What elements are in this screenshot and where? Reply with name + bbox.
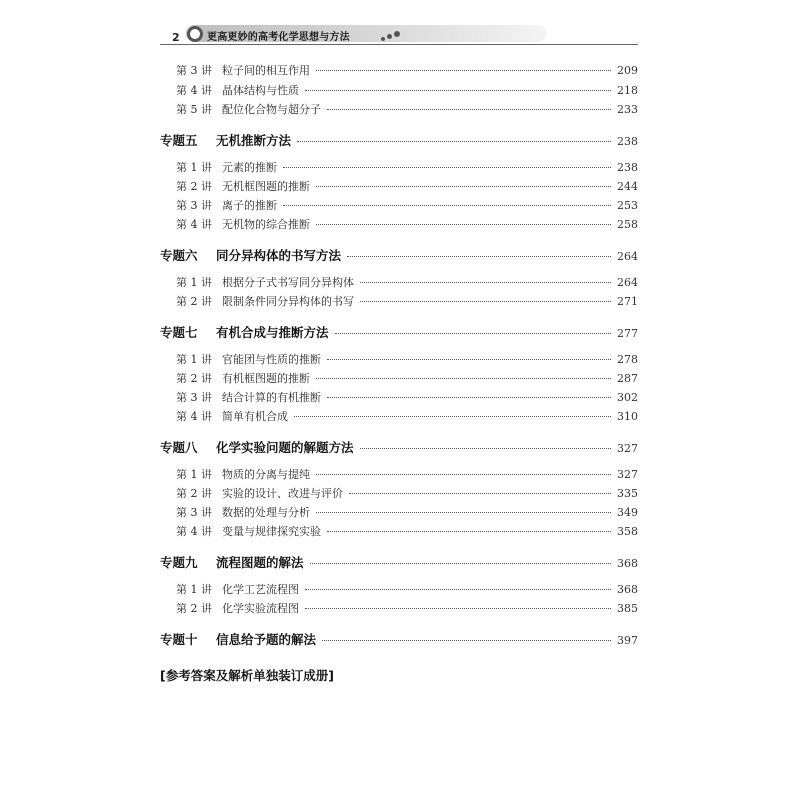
dot-leader xyxy=(316,512,611,513)
topic-title: 无机推断方法 xyxy=(216,133,292,148)
dot-leader xyxy=(327,531,611,532)
page-ref: 310 xyxy=(617,410,638,423)
lecture-title: 无机物的综合推断 xyxy=(222,218,310,231)
toc-lecture-row[interactable] xyxy=(160,504,638,520)
toc-lecture-row[interactable] xyxy=(160,197,638,213)
dot-leader xyxy=(305,608,611,609)
page-ref: 253 xyxy=(617,199,638,212)
toc-lecture-row[interactable] xyxy=(160,101,638,117)
toc-topic-row[interactable] xyxy=(160,131,638,149)
page-ref: 327 xyxy=(617,442,638,455)
dot-leader xyxy=(322,640,611,641)
page-ref: 264 xyxy=(617,250,638,263)
lecture-number: 第 2 讲 xyxy=(176,295,212,308)
lecture-number: 第 4 讲 xyxy=(176,218,212,231)
toc-lecture-row[interactable] xyxy=(160,82,638,98)
toc-lecture-row[interactable] xyxy=(160,62,638,78)
dot-leader xyxy=(349,493,611,494)
lecture-number: 第 2 讲 xyxy=(176,372,212,385)
header-dot-icon xyxy=(394,31,400,37)
lecture-number: 第 2 讲 xyxy=(176,180,212,193)
toc-lecture-row[interactable] xyxy=(160,485,638,501)
lecture-title: 物质的分离与提纯 xyxy=(222,468,310,481)
page-ref: 358 xyxy=(617,525,638,538)
topic-title: 有机合成与推断方法 xyxy=(216,325,329,340)
toc-topic-row[interactable] xyxy=(160,323,638,341)
page-ref: 238 xyxy=(617,135,638,148)
lecture-number: 第 1 讲 xyxy=(176,276,212,289)
dot-leader xyxy=(294,416,611,417)
toc-lecture-row[interactable] xyxy=(160,216,638,232)
page-ref: 368 xyxy=(617,583,638,596)
toc-topic-row[interactable] xyxy=(160,438,638,456)
toc-lecture-row[interactable] xyxy=(160,389,638,405)
header-circle-icon xyxy=(187,26,203,42)
page-ref: 397 xyxy=(617,634,638,647)
topic-number: 专题十 xyxy=(160,632,198,647)
dot-leader xyxy=(316,474,611,475)
lecture-title: 化学工艺流程图 xyxy=(222,583,299,596)
lecture-title: 无机框图题的推断 xyxy=(222,180,310,193)
page-ref: 385 xyxy=(617,602,638,615)
page-header xyxy=(160,24,638,48)
toc-lecture-row[interactable] xyxy=(160,581,638,597)
page-ref: 209 xyxy=(617,64,638,77)
toc-lecture-row[interactable] xyxy=(160,274,638,290)
topic-number: 专题九 xyxy=(160,555,198,570)
lecture-number: 第 2 讲 xyxy=(176,602,212,615)
dot-leader xyxy=(316,224,611,225)
page-ref: 271 xyxy=(617,295,638,308)
dot-leader xyxy=(360,282,611,283)
lecture-number: 第 3 讲 xyxy=(176,64,212,77)
lecture-title: 配位化合物与超分子 xyxy=(222,103,321,116)
dot-leader xyxy=(327,397,611,398)
dot-leader xyxy=(316,70,611,71)
lecture-title: 实验的设计、改进与评价 xyxy=(222,487,343,500)
toc-lecture-row[interactable] xyxy=(160,523,638,539)
page-ref: 277 xyxy=(617,327,638,340)
dot-leader xyxy=(305,589,611,590)
dot-leader xyxy=(327,359,611,360)
toc-topic-row[interactable] xyxy=(160,246,638,264)
topic-title: 同分异构体的书写方法 xyxy=(216,248,342,263)
lecture-title: 晶体结构与性质 xyxy=(222,84,299,97)
page-number: 2 xyxy=(172,31,180,44)
dot-leader xyxy=(310,563,611,564)
lecture-title: 数据的处理与分析 xyxy=(222,506,310,519)
page-ref: 233 xyxy=(617,103,638,116)
toc-lecture-row[interactable] xyxy=(160,178,638,194)
page-ref: 264 xyxy=(617,276,638,289)
lecture-number: 第 3 讲 xyxy=(176,199,212,212)
lecture-number: 第 1 讲 xyxy=(176,468,212,481)
page-ref: 302 xyxy=(617,391,638,404)
toc-lecture-row[interactable] xyxy=(160,600,638,616)
dot-leader xyxy=(283,167,611,168)
dot-leader xyxy=(305,90,611,91)
topic-number: 专题八 xyxy=(160,440,198,455)
page-ref: 244 xyxy=(617,180,638,193)
page-ref: 368 xyxy=(617,557,638,570)
toc-lecture-row[interactable] xyxy=(160,370,638,386)
page-ref: 278 xyxy=(617,353,638,366)
toc-lecture-row[interactable] xyxy=(160,351,638,367)
lecture-title: 元素的推断 xyxy=(222,161,277,174)
topic-title: 化学实验问题的解题方法 xyxy=(216,440,354,455)
toc-lecture-row[interactable] xyxy=(160,408,638,424)
dot-leader xyxy=(283,205,611,206)
lecture-title: 限制条件同分异构体的书写 xyxy=(222,295,354,308)
topic-number: 专题六 xyxy=(160,248,198,263)
page-ref: 349 xyxy=(617,506,638,519)
lecture-number: 第 4 讲 xyxy=(176,410,212,423)
topic-number: 专题五 xyxy=(160,133,198,148)
lecture-title: 有机框图题的推断 xyxy=(222,372,310,385)
dot-leader xyxy=(316,186,611,187)
lecture-number: 第 5 讲 xyxy=(176,103,212,116)
dot-leader xyxy=(360,301,611,302)
toc-lecture-row[interactable] xyxy=(160,293,638,309)
lecture-number: 第 1 讲 xyxy=(176,161,212,174)
lecture-title: 简单有机合成 xyxy=(222,410,288,423)
page-ref: 327 xyxy=(617,468,638,481)
topic-title: 流程图题的解法 xyxy=(216,555,304,570)
lecture-number: 第 2 讲 xyxy=(176,487,212,500)
lecture-title: 变量与规律探究实验 xyxy=(222,525,321,538)
header-rule xyxy=(160,44,638,45)
lecture-number: 第 1 讲 xyxy=(176,583,212,596)
book-title: 更高更妙的高考化学思想与方法 xyxy=(207,32,350,43)
lecture-title: 官能团与性质的推断 xyxy=(222,353,321,366)
dot-leader xyxy=(316,378,611,379)
page-ref: 238 xyxy=(617,161,638,174)
dot-leader xyxy=(327,109,611,110)
lecture-title: 离子的推断 xyxy=(222,199,277,212)
lecture-number: 第 4 讲 xyxy=(176,525,212,538)
lecture-number: 第 3 讲 xyxy=(176,506,212,519)
lecture-title: 化学实验流程图 xyxy=(222,602,299,615)
dot-leader xyxy=(347,256,611,257)
lecture-number: 第 4 讲 xyxy=(176,84,212,97)
answers-note: [参考答案及解析单独装订成册] xyxy=(160,668,334,683)
lecture-title: 根据分子式书写同分异构体 xyxy=(222,276,354,289)
page-ref: 287 xyxy=(617,372,638,385)
dot-leader xyxy=(297,141,611,142)
toc-topic-row[interactable] xyxy=(160,630,638,648)
toc-lecture-row[interactable] xyxy=(160,466,638,482)
lecture-number: 第 1 讲 xyxy=(176,353,212,366)
topic-title: 信息给予题的解法 xyxy=(216,632,317,647)
lecture-number: 第 3 讲 xyxy=(176,391,212,404)
page-ref: 218 xyxy=(617,84,638,97)
page-ref: 335 xyxy=(617,487,638,500)
lecture-title: 结合计算的有机推断 xyxy=(222,391,321,404)
dot-leader xyxy=(335,333,611,334)
header-dot-icon xyxy=(381,37,385,41)
dot-leader xyxy=(360,448,611,449)
toc-topic-row[interactable] xyxy=(160,553,638,571)
lecture-title: 粒子间的相互作用 xyxy=(222,64,310,77)
page-ref: 258 xyxy=(617,218,638,231)
toc-lecture-row[interactable] xyxy=(160,159,638,175)
header-dot-icon xyxy=(387,34,392,39)
topic-number: 专题七 xyxy=(160,325,198,340)
